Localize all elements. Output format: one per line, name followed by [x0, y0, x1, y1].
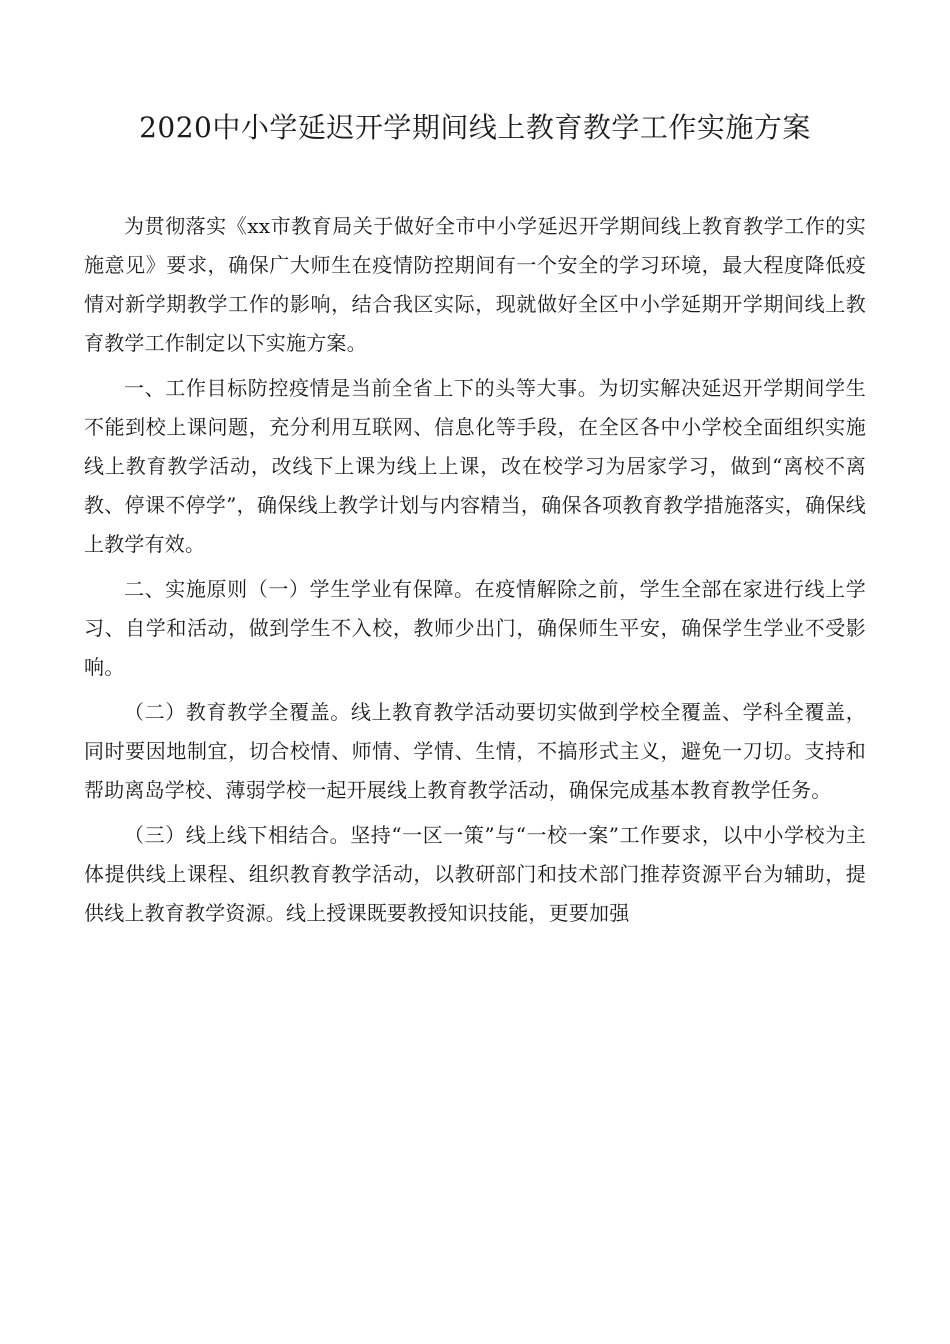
document-title: 2020中小学延迟开学期间线上教育教学工作实施方案	[139, 111, 811, 144]
document-body	[84, 207, 866, 939]
paragraph-principle-3: （三）线上线下相结合。坚持“一区一策”与“一校一案”工作要求，以中小学校为主体提供线上课程、组织教育教学活动，以教研部门和技术部门推荐资源平台为辅助，提供线上教育教学资源。线上授课既要教授知识技能，更要加强	[84, 823, 866, 925]
paragraph-work-goal: 一、工作目标防控疫情是当前全省上下的头等大事。为切实解决延迟开学期间学生不能到校上课问题，充分利用互联网、信息化等手段，在全区各中小学校全面组织实施线上教育教学活动，改线下上课为线上上课，改在校学习为居家学习，做到“离校不离教、停课不停学”，确保线上教学计划与内容精当，确保各项教育教学措施落实，确保线上教学有效。	[84, 376, 866, 556]
paragraph-principle-1: 二、实施原则（一）学生学业有保障。在疫情解除之前，学生全部在家进行线上学习、自学和活动，做到学生不入校，教师少出门，确保师生平安，确保学生学业不受影响。	[84, 577, 866, 679]
paragraph-principle-2: （二）教育教学全覆盖。线上教育教学活动要切实做到学校全覆盖、学科全覆盖，同时要因地制宜，切合校情、师情、学情、生情，不搞形式主义，避免一刀切。支持和帮助离岛学校、薄弱学校一起开展线上教育教学活动，确保完成基本教育教学任务。	[84, 700, 866, 802]
paragraph-intro: 为贯彻落实《xx市教育局关于做好全市中小学延迟开学期间线上教育教学工作的实施意见》要求，确保广大师生在疫情防控期间有一个安全的学习环境，最大程度降低疫情对新学期教学工作的影响，结合我区实际，现就做好全区中小学延期开学期间线上教育教学工作制定以下实施方案。	[84, 214, 866, 355]
